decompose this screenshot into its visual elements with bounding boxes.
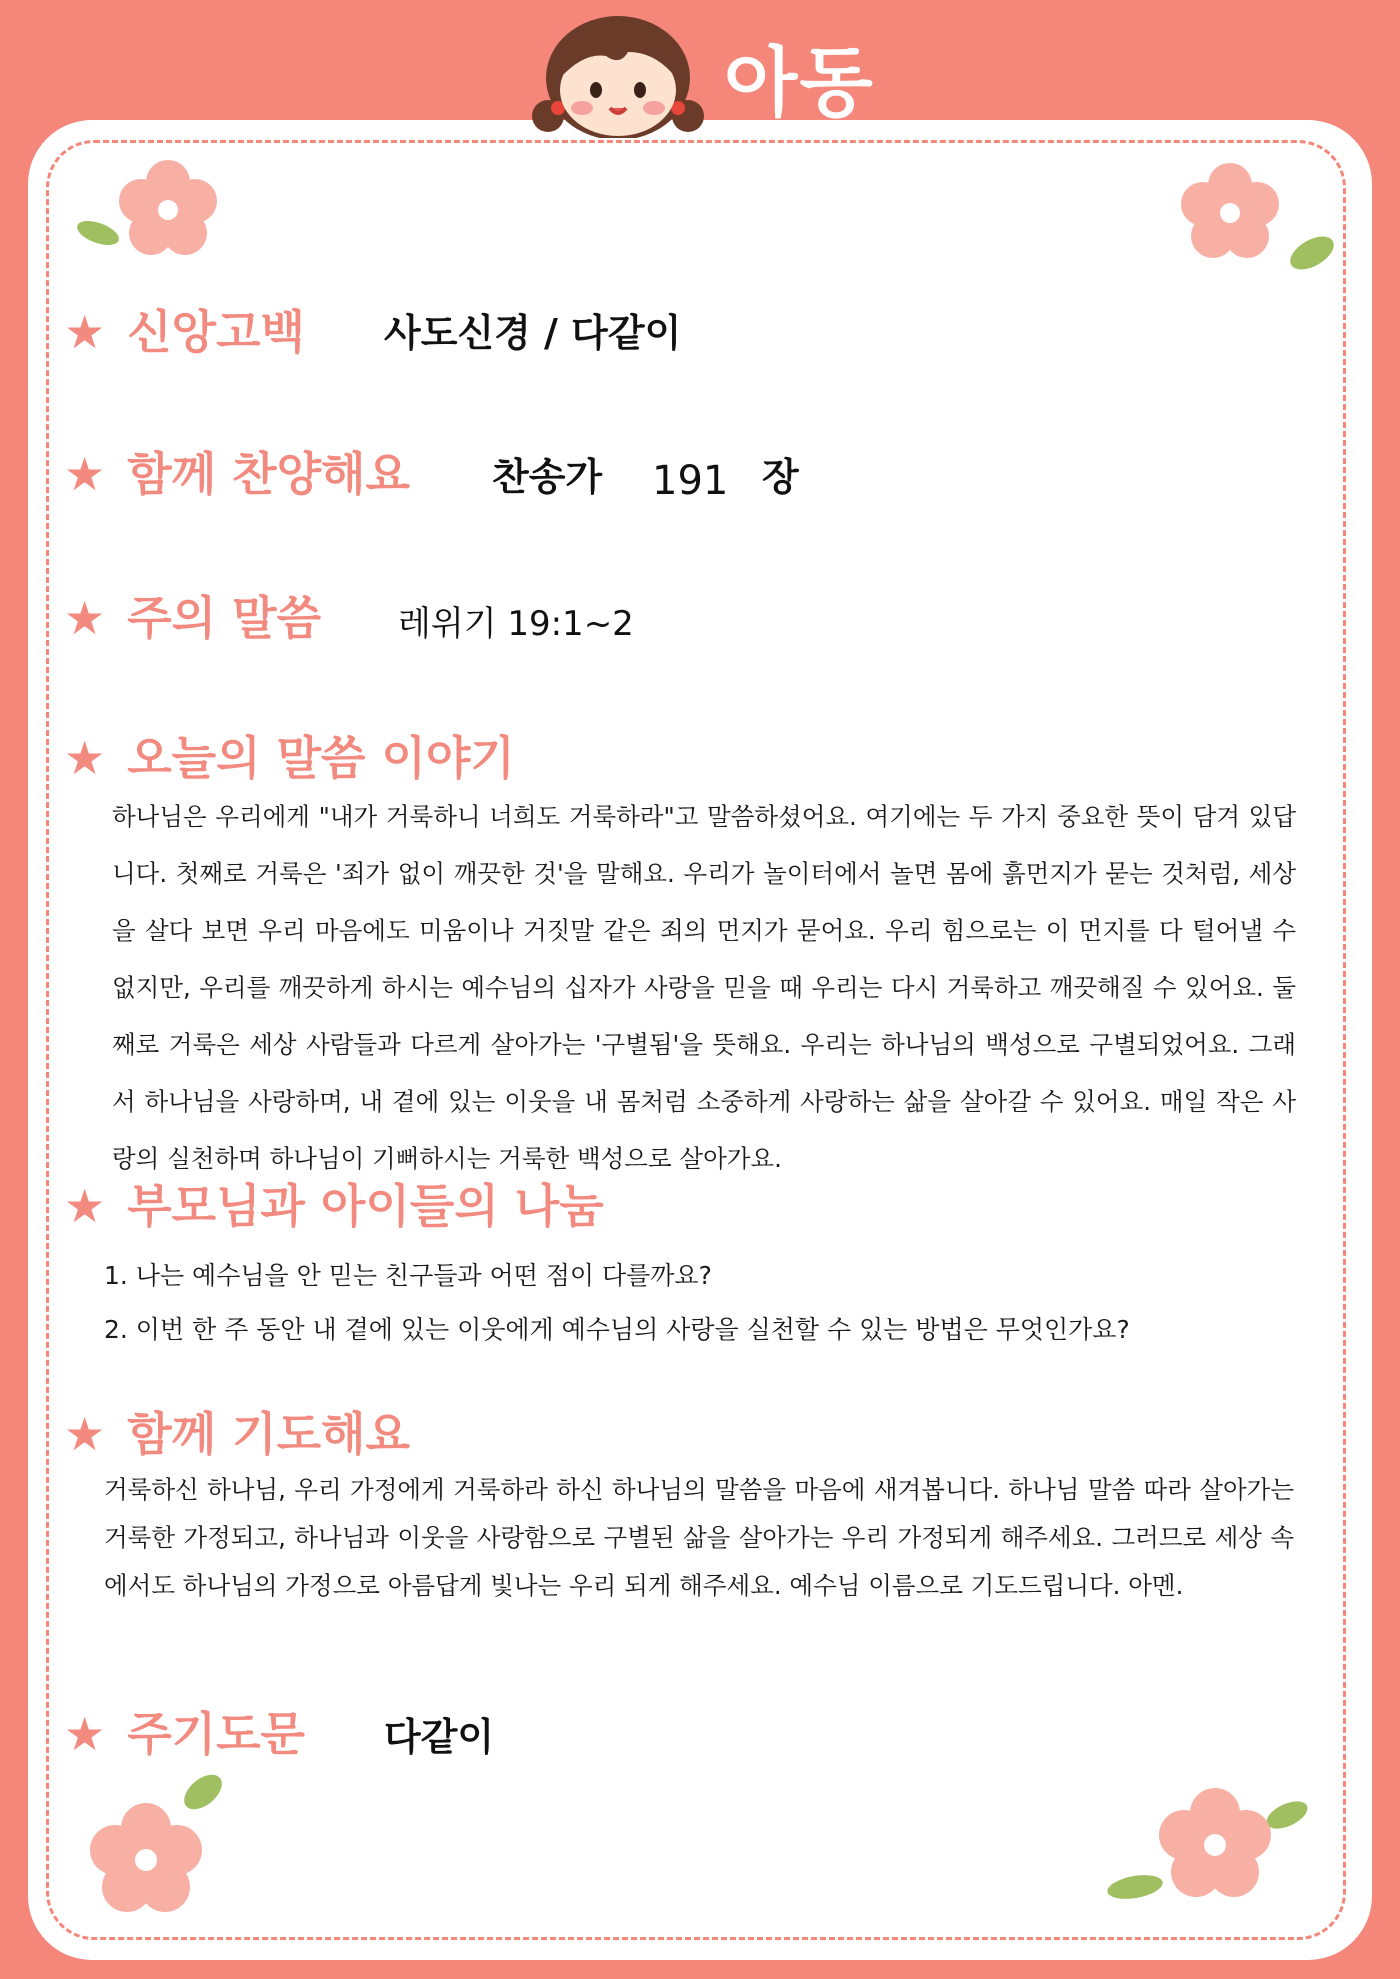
prayer-title-text: 함께 기도해요 (127, 1407, 410, 1461)
story-title-text: 오늘의 말씀 이야기 (127, 731, 515, 785)
prayer-text: 거룩하신 하나님, 우리 가정에게 거룩하라 하신 하나님의 말씀을 마음에 새겨봅니다. 하나님 말씀 따라 살아가는 거룩한 가정되고, 하나님과 이웃을 사랑함으로 구별된 삶을 살아가는 우리 가정되게 해주세요. 그러므로 세상 속에서도 하나님의 가정으로 아름답게 빛나는 우리 되게 해주세요. 예수님 이름으로 기도드립니다. 아멘. (104, 1475, 1294, 1600)
hymn-title-text: 함께 찬양해요 (127, 447, 410, 501)
star-icon: ★ (64, 1407, 106, 1461)
star-icon: ★ (64, 1179, 106, 1233)
hymn-number: 191 (652, 458, 729, 504)
star-icon: ★ (64, 447, 106, 501)
flower-icon (68, 155, 238, 265)
lords-prayer-title (64, 1698, 305, 1764)
girl-mascot-icon (528, 8, 708, 138)
hymn-title (64, 438, 410, 504)
flower-icon (1095, 1775, 1325, 1925)
sharing-title (64, 1170, 604, 1236)
prayer-title (64, 1398, 410, 1464)
verse-value: 레위기 19:1~2 (398, 604, 634, 644)
creed-title-text: 신앙고백 (127, 305, 305, 359)
hymn-label: 찬송가 (492, 455, 603, 499)
star-icon: ★ (64, 305, 106, 359)
sharing-question: 2. 이번 한 주 동안 내 곁에 있는 이웃에게 예수님의 사랑을 실천할 수 있는 방법은 무엇인가요? (104, 1315, 1130, 1344)
sharing-title-text: 부모님과 아이들의 나눔 (127, 1179, 604, 1233)
creed-title (64, 296, 305, 362)
flower-icon (1160, 155, 1340, 275)
header-title: 아동 (724, 38, 875, 127)
verse-title-text: 주의 말씀 (127, 591, 322, 645)
hymn-unit: 장 (762, 455, 799, 499)
story-text: 하나님은 우리에게 "내가 거룩하니 너희도 거룩하라"고 말씀하셨어요. 여기에는 두 가지 중요한 뜻이 담겨 있답니다. 첫째로 거룩은 '죄가 없이 깨끗한 것'을 말해요. 우리가 놀이터에서 놀면 몸에 흙먼지가 묻는 것처럼, 세상을 살다 보면 우리 마음에도 미움이나 거짓말 같은 죄의 먼지가 묻어요. 우리 힘으로는 이 먼지를 다 털어낼 수 없지만, 우리를 깨끗하게 하시는 예수님의 십자가 사랑을 믿을 때 우리는 다시 거룩하고 깨끗해질 수 있어요. 둘째로 거룩은 세상 사람들과 다르게 살아가는 '구별됨'을 뜻해요. 우리는 하나님의 백성으로 구별되었어요. 그래서 하나님을 사랑하며, 내 곁에 있는 이웃을 내 몸처럼 소중하게 사랑하는 삶을 살아갈 수 있어요. 매일 작은 사랑의 실천하며 하나님이 기뻐하시는 거룩한 백성으로 살아가요. (112, 802, 1296, 1173)
creed-value: 사도신경 / 다같이 (384, 311, 682, 355)
star-icon: ★ (64, 1707, 106, 1761)
story-title (64, 722, 515, 788)
lords-prayer-value: 다같이 (384, 1715, 495, 1759)
verse-title (64, 582, 321, 648)
flower-icon (78, 1770, 238, 1920)
sharing-question: 1. 나는 예수님을 안 믿는 친구들과 어떤 점이 다를까요? (104, 1261, 712, 1290)
lords-prayer-title-text: 주기도문 (127, 1707, 305, 1761)
star-icon: ★ (64, 731, 106, 785)
star-icon: ★ (64, 591, 106, 645)
